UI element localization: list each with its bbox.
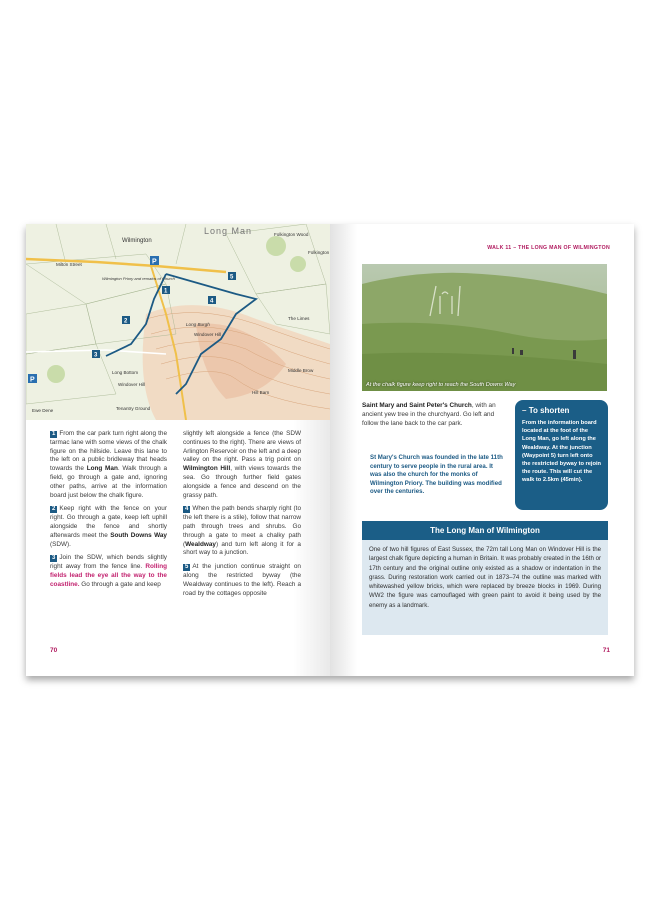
step-place-name: Wealdway [185,540,216,548]
church-note: St Mary's Church was founded in the late 11th century to serve people in the rural area. It was also the church for the monks of Wilmington Priory. The building was modified over the centuries. [370,454,503,496]
step-number-badge: 3 [52,555,56,562]
running-header: WALK 11 – THE LONG MAN OF WILMINGTON [487,245,610,251]
waypoint-2-label: 2 [124,318,128,325]
map-label-windover-hill: Windover Hill [194,332,222,337]
walk-step [183,563,301,598]
map-label-wilmington: Wilmington [122,238,152,244]
step-number-badge: 1 [52,431,56,437]
step-text: (SDW). [50,540,71,548]
map-label-folkington: Folkington [308,250,330,255]
parking-label-2: P [30,376,35,384]
step-text: slightly left alongside a fence (the SDW continues to the right). There are views of Arlington Reservoir on the left and a deep valley on the right. Pass a trig point on [183,430,301,464]
step-text: Keep right with the fence on your right. Go through a gate, keep left uphill alongside the fence and shortly afterwards meet the [50,505,167,539]
step-number-badge: 4 [185,506,189,513]
map-label-milton-street: Milton Street [56,262,82,267]
walk-step [183,430,301,500]
right-page [330,224,634,676]
long-man-photo [362,264,607,391]
step-highlight: Rolling fields lead the eye all the way to the coastline. [50,563,167,588]
map-label-the-limes: The Limes [288,316,310,321]
page-number-right: 71 [602,647,610,654]
walk-step [183,505,301,558]
map-label-tenantry-ground: Tenantry Ground [116,406,151,411]
map-label-folkington-wood: Folkington Wood [274,232,309,237]
step-text: Go through a gate and keep [79,580,161,588]
map-label-middle-brow: Middle Brow [288,368,314,373]
step-text: Join the SDW, which bends slightly right away from the fence line. [50,554,167,571]
map-label-hill-barn: Hill Barn [252,390,270,395]
shorten-text: From the information board located at the foot of the Long Man, go left along the Wealdway. At the junction (Waypoint 5) turn left onto the restricted byway to rejoin the route. This will cut the walk to 2.5km (45min). [522,420,602,484]
map-label-long-man: Long Man [204,226,253,236]
map-label-long-burgh: Long Burgh [186,322,210,327]
step-place-name: South Downs Way [110,531,167,539]
to-shorten-box [515,400,608,510]
route-map [26,224,330,420]
step-place-name: Long Man [86,465,118,473]
long-man-banner: The Long Man of Wilmington [362,521,608,540]
step-text: . Walk through a field, go through a gate and, ignoring other paths, arrive at the information board just below the chalk figure. [50,465,167,499]
map-label-ewe-dene: Ewe Dene [32,408,54,413]
hillside-photo-image [362,264,607,391]
step-text: ) and turn left along it for a short way to a junction. [183,540,301,557]
walk-step [50,554,167,589]
photo-caption: At the chalk figure keep right to reach the South Downs Way [366,382,516,388]
page-number-left: 70 [50,647,58,654]
to-shorten-heading [522,406,601,415]
step-text: At the junction continue straight on along the restricted byway (the Wealdway continues to the left). Reach a road by the cottages opposite [183,563,301,597]
steps-column-1 [50,430,167,595]
map-label-priory: Wilmington Priory and remains of Church [102,276,175,281]
step-text: , with views towards the sea. Go through further field gates alongside a fence and descend on the grassy path. [183,465,301,499]
parking-label: P [152,258,157,266]
step-text: When the path bends sharply right (to the left there is a stile), follow that narrow path through trees and shrubs. Go through a gate to meet a chalky path ( [183,505,301,548]
shorten-dash: – [522,406,527,415]
shorten-title: To shorten [528,406,570,415]
step-text: From the car park turn right along the tarmac lane with some views of the chalk figure on the hillside. Leave this lane to the left on a public bridleway that heads towards the [50,430,167,473]
church-paragraph [362,402,512,428]
map-label-long-bottom: Long Bottom [112,370,139,375]
left-page [26,224,330,676]
book-spread [26,224,634,676]
map-label-windover-hill-2: Windover Hill [118,382,146,387]
step-number-badge: 2 [52,506,56,513]
walk-step [50,430,167,500]
waypoint-4-label: 4 [210,298,214,305]
step-place-name: Wilmington Hill [183,465,231,473]
long-man-text: One of two hill figures of East Sussex, the 72m tall Long Man on Windover Hill is the largest chalk figure depicting a human in Britain. It was probably created in the 16th or 17th century and the original outline only existed as a shadow or indentation in the grass. During restoration work carried out in 1873–74 the outline was marked with whitewashed yellow bricks, which were replaced by breeze blocks in 1969. During WW2 the figure was camouflaged with green paint to avoid it being used by the enemy as a landmark. [362,540,608,635]
waypoint-1-label: 1 [164,288,168,295]
walk-step [50,505,167,549]
waypoint-3-label: 3 [94,352,98,359]
church-title: Saint Mary and Saint Peter's Church [362,402,472,409]
waypoint-5-label: 5 [230,274,234,281]
steps-column-2 [183,430,301,603]
step-number-badge: 5 [185,564,189,571]
church-text: , with an ancient yew tree in the churchyard. Go left and follow the lane back to the car park. [362,402,496,427]
